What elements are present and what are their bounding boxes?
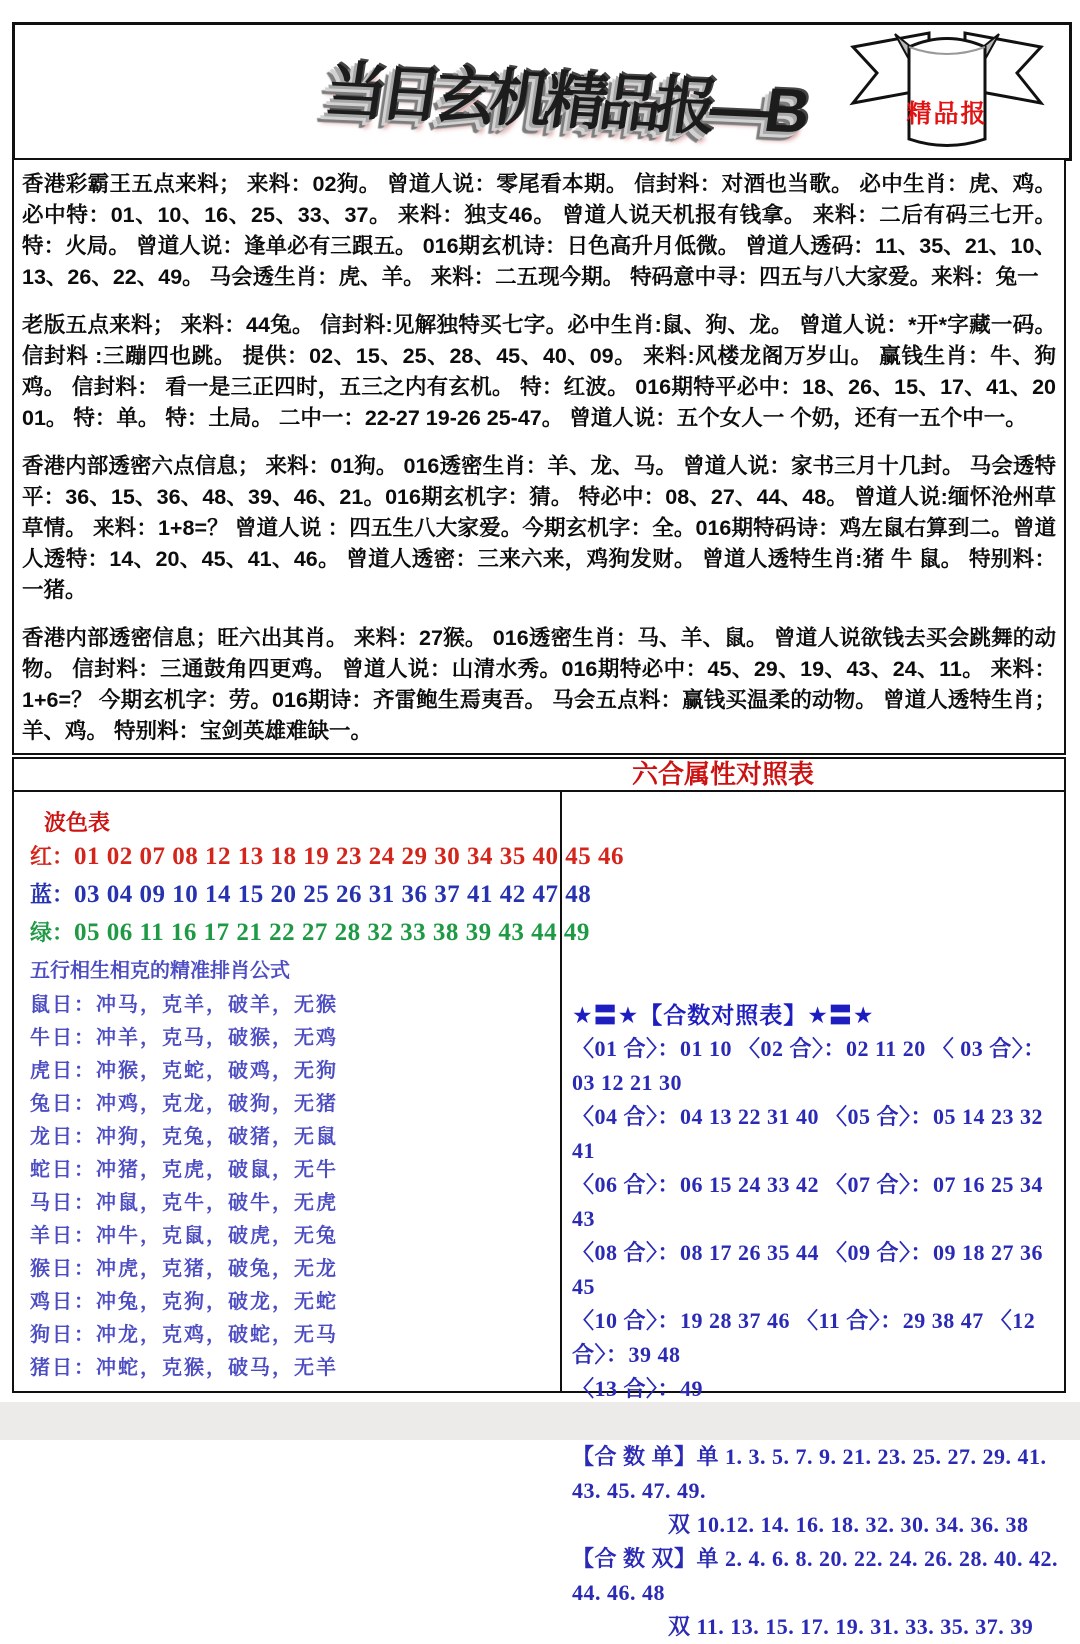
scroll-banner-icon — [847, 25, 1047, 155]
wave-red-label: 红： — [30, 844, 75, 869]
wave-green-label: 绿： — [30, 920, 75, 945]
wave-red-numbers: 01 02 07 08 12 13 18 19 23 24 29 30 34 35 40 45 46 — [74, 843, 625, 870]
zodiac-row-tiger: 虎日：冲猴，克蛇，破鸡，无狗 — [30, 1060, 338, 1082]
wave-row-blue — [30, 877, 592, 915]
zodiac-row-horse: 马日：冲鼠，克牛，破牛，无虎 — [30, 1192, 338, 1214]
zodiac-row-rooster: 鸡日：冲兔，克狗，破龙，无蛇 — [30, 1291, 338, 1313]
zodiac-row-monkey: 猴日：冲虎，克猪，破兔，无龙 — [30, 1258, 338, 1280]
zodiac-row-pig: 猪日：冲蛇，克猴，破马，无羊 — [30, 1357, 338, 1379]
attribute-table-body — [14, 792, 1064, 1639]
digit-sum-column — [562, 792, 1064, 1639]
zodiac-row-goat: 羊日：冲牛，克鼠，破虎，无兔 — [30, 1225, 338, 1247]
wave-green-numbers: 05 06 11 16 17 21 22 27 28 32 33 38 39 43 44 49 — [74, 919, 590, 946]
badge-label: 精品报 — [906, 100, 988, 128]
tips-paragraph-4: 香港内部透密信息；旺六出其肖。 来料：27猴。 016透密生肖：马、羊、鼠。 曾道人说欲钱去买会跳舞的动物。 信封料：三通鼓角四更鸡。 曾道人说：山清水秀。016期特必中：45、29、19、43、24、11。 来料：1+6=？ 今期玄机字：劳。016期诗：齐雷鲍生焉夷吾。 马会五点料：赢钱买温柔的动物。 曾道人透特生肖；羊、鸡。 特别料：宝剑英雄难缺一。 — [22, 626, 1056, 743]
zodiac-row-rat: 鼠日：冲马，克羊，破羊，无猴 — [30, 994, 338, 1016]
attribute-table-title-row — [14, 759, 1064, 792]
zodiac-row-dog: 狗日：冲龙，克鸡，破蛇，无马 — [30, 1324, 338, 1346]
digit-sum-line-2: 〈04 合〉：04 13 22 31 40 〈05 合〉：05 14 23 32 41 — [572, 1104, 1044, 1163]
attribute-table-title: 六合属性对照表 — [631, 759, 814, 789]
sum-even-line-2: 双 11. 13. 15. 17. 19. 31. 33. 35. 37. 39 — [668, 1614, 1034, 1639]
wuxing-formula-title: 五行相生相克的精准排肖公式 — [30, 960, 290, 982]
page-title: 当日玄机精品报—B — [320, 56, 808, 147]
digit-sum-line-4: 〈08 合〉：08 17 26 35 44 〈09 合〉：09 18 27 36 45 — [572, 1240, 1044, 1299]
tips-section — [12, 158, 1066, 755]
masthead — [12, 22, 1072, 161]
wave-blue-label: 蓝： — [30, 882, 75, 907]
attribute-table — [12, 757, 1066, 1639]
sum-odd-line-2: 双 10.12. 14. 16. 18. 32. 30. 34. 36. 38 — [668, 1512, 1029, 1537]
sum-even-line-1: 【合 数 双】单 2. 4. 6. 8. 20. 22. 24. 26. 28. 40. 42. 44. 46. 48 — [572, 1546, 1059, 1605]
wave-color-table-title: 波色表 — [44, 810, 111, 835]
digit-sum-table-header: ★〓★【合数对照表】★〓★ — [572, 1002, 875, 1028]
digit-sum-line-6: 〈13 合〉：49 — [572, 1376, 704, 1401]
zodiac-row-snake: 蛇日：冲猪，克虎，破鼠，无牛 — [30, 1159, 338, 1181]
wave-and-zodiac-column — [14, 792, 625, 1391]
zodiac-row-ox: 牛日：冲羊，克马，破猴，无鸡 — [30, 1027, 338, 1049]
wave-row-red — [30, 839, 625, 877]
zodiac-row-rabbit: 兔日：冲鸡，克龙，破狗，无猪 — [30, 1093, 338, 1115]
wave-row-green — [30, 915, 590, 953]
digit-sum-line-1: 〈01 合〉：01 10 〈02 合〉：02 11 20 〈 03 合〉：03 12 21 30 — [572, 1036, 1046, 1095]
digit-sum-line-5: 〈10 合〉：19 28 37 46 〈11 合〉：29 38 47 〈12 合〉：39 48 — [572, 1308, 1036, 1367]
tips-paragraph-1: 香港彩霸王五点来料； 来料：02狗。 曾道人说：零尾看本期。 信封料：对酒也当歌。 必中生肖：虎、鸡。必中特：01、10、16、25、33、37。 来料：独支46。 曾道人说天机报有钱拿。 来料：二后有码三七开。特：火局。 曾道人说：逢单必有三跟五。 016期玄机诗：日色高升月低微。 曾道人透码：11、35、21、10、13、26、22、49。 马会透生肖：虎、羊。 来料：二五现今期。 特码意中寻：四五与八大家爱。来料：兔一 — [22, 172, 1056, 289]
page-bottom-margin — [0, 1402, 1080, 1440]
sum-odd-line-1: 【合 数 单】单 1. 3. 5. 7. 9. 21. 23. 25. 27. 29. 41. 43. 45. 47. 49. — [572, 1444, 1047, 1503]
wave-blue-numbers: 03 04 09 10 14 15 20 25 26 31 36 37 41 42 47 48 — [74, 881, 592, 908]
tips-paragraph-3: 香港内部透密六点信息； 来料：01狗。 016透密生肖：羊、龙、马。 曾道人说：家书三月十几封。 马会透特平：36、15、36、48、39、46、21。016期玄机字：猜。 特必中：08、27、44、48。 曾道人说:缅怀沧州草草情。 来料：1+8=？ 曾道人说 ：四五生八大家爱。今期玄机字：全。016期特码诗：鸡左鼠右算到二。曾道人透特：14、20、45、41、46。 曾道人透密：三来六来，鸡狗发财。 曾道人透特生肖:猪 牛 鼠。 特别料：一猪。 — [22, 454, 1056, 602]
zodiac-row-dragon: 龙日：冲狗，克兔，破猪，无鼠 — [30, 1126, 338, 1148]
scroll-banner — [847, 25, 1047, 155]
tips-paragraph-2: 老版五点来料； 来料：44兔。 信封料:见解独特买七字。必中生肖:鼠、狗、龙。 曾道人说：*开*字藏一码。 信封料 :三蹦四也跳。 提供：02、15、25、28、45、40、09。 来料:风楼龙阁万岁山。 赢钱生肖：牛、狗鸡。 信封料： 看一是三正四时，五三之内有玄机。 特：红波。 016期特平必中：18、26、15、17、41、20 01。 特：单。 特：土局。 二中一：22-27 19-26 25-47。 曾道人说：五个女人一 个奶，还有一五个中一。 — [22, 313, 1056, 430]
digit-sum-line-3: 〈06 合〉：06 15 24 33 42 〈07 合〉：07 16 25 34 43 — [572, 1172, 1044, 1231]
